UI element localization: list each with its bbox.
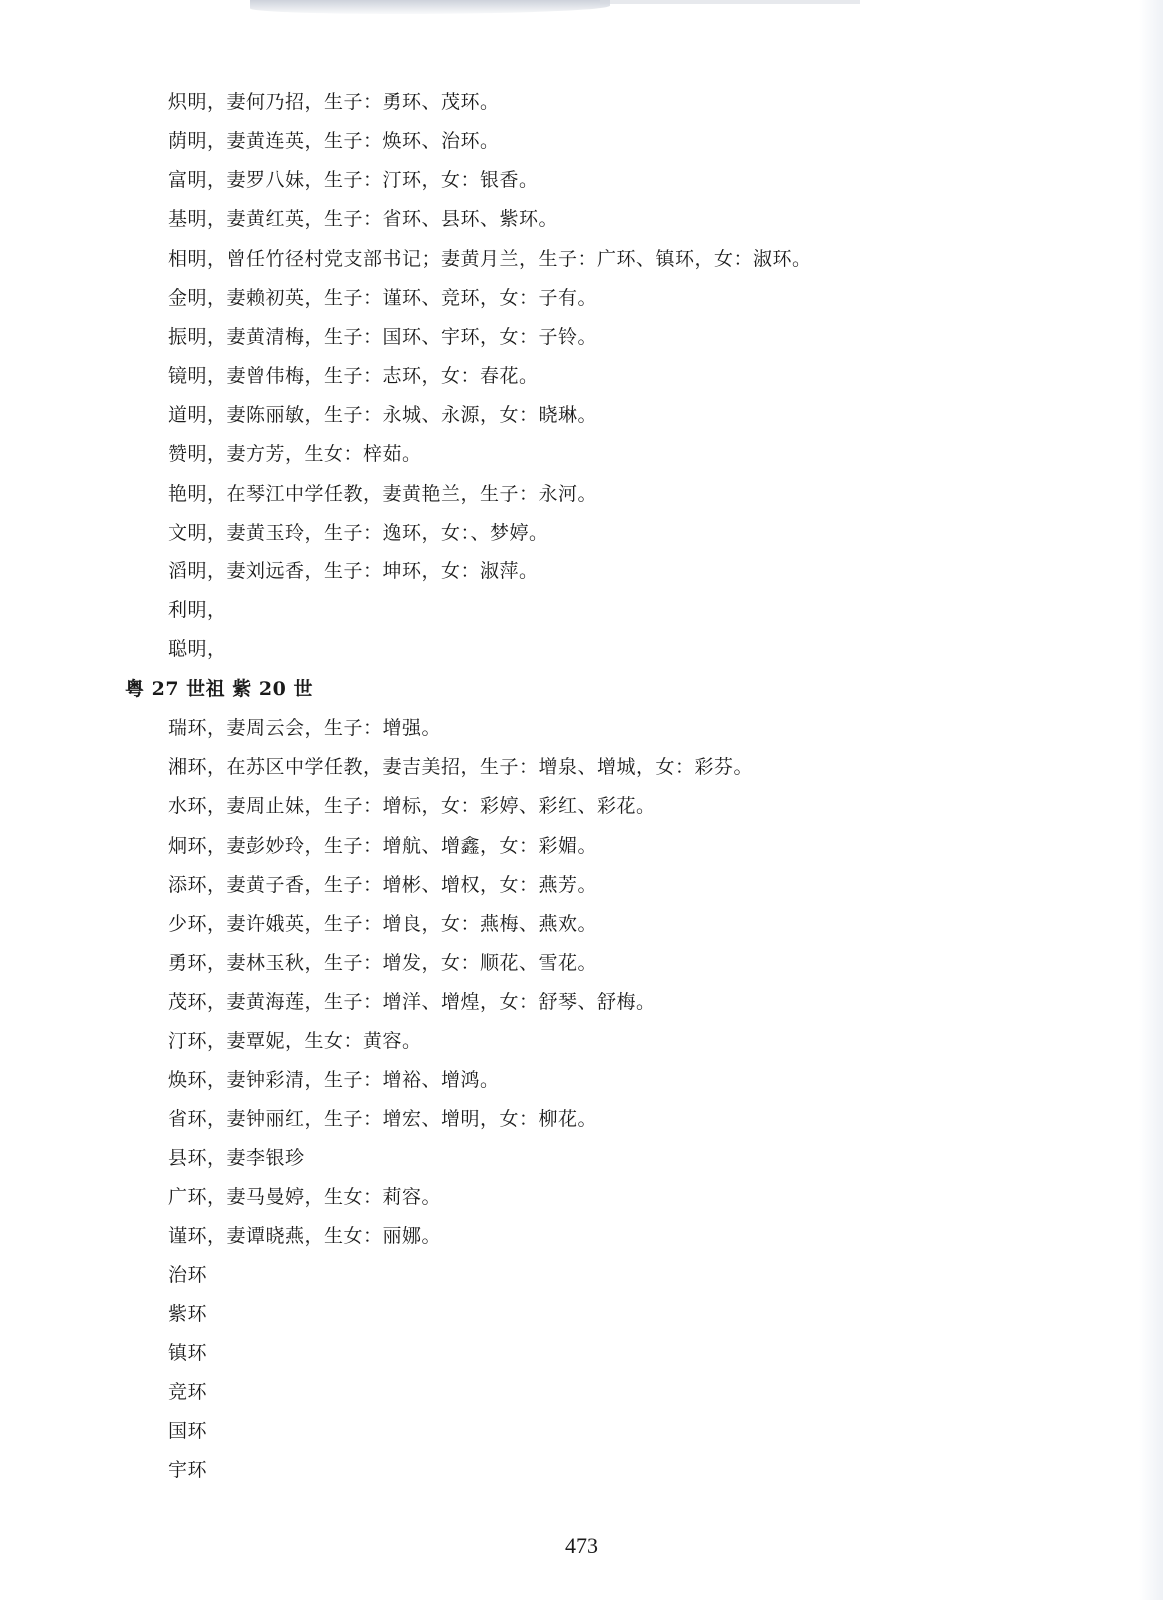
genealogy-entry: 汀环，妻覃妮，生女：黄容。 bbox=[168, 1030, 422, 1052]
genealogy-entry: 宇环 bbox=[168, 1459, 208, 1481]
genealogy-entry: 富明，妻罗八妹，生子：汀环，女：银香。 bbox=[168, 169, 539, 191]
genealogy-entry: 广环，妻马曼婷，生女：莉容。 bbox=[168, 1186, 442, 1208]
genealogy-entry: 荫明，妻黄连英，生子：焕环、治环。 bbox=[168, 130, 500, 152]
genealogy-entry: 治环 bbox=[168, 1264, 208, 1286]
genealogy-entry: 镇环 bbox=[168, 1342, 208, 1364]
genealogy-entry: 竞环 bbox=[168, 1381, 208, 1403]
genealogy-entry: 镜明，妻曾伟梅，生子：志环，女：春花。 bbox=[168, 365, 539, 387]
genealogy-entry: 湘环，在苏区中学任教，妻吉美招，生子：增泉、增城，女：彩芬。 bbox=[168, 756, 754, 778]
genealogy-entry: 水环，妻周止妹，生子：增标，女：彩婷、彩红、彩花。 bbox=[168, 795, 656, 817]
genealogy-entry: 县环，妻李银珍 bbox=[168, 1147, 305, 1169]
genealogy-entry: 利明， bbox=[168, 599, 227, 621]
generation-heading: 粤 27 世祖 紫 20 世 bbox=[125, 678, 313, 700]
genealogy-entry: 基明，妻黄红英，生子：省环、县环、紫环。 bbox=[168, 208, 559, 230]
genealogy-entry: 少环，妻许娥英，生子：增良，女：燕梅、燕欢。 bbox=[168, 913, 598, 935]
genealogy-entry: 省环，妻钟丽红，生子：增宏、增明，女：柳花。 bbox=[168, 1108, 598, 1130]
scan-shadow bbox=[250, 0, 610, 14]
genealogy-entry: 勇环，妻林玉秋，生子：增发，女：顺花、雪花。 bbox=[168, 952, 598, 974]
genealogy-entry: 滔明，妻刘远香，生子：坤环，女：淑萍。 bbox=[168, 560, 539, 582]
genealogy-entry: 振明，妻黄清梅，生子：国环、宇环，女：子铃。 bbox=[168, 326, 598, 348]
genealogy-entry: 谨环，妻谭晓燕，生女：丽娜。 bbox=[168, 1225, 442, 1247]
genealogy-entry: 艳明，在琴江中学任教，妻黄艳兰，生子：永河。 bbox=[168, 483, 598, 505]
genealogy-entry: 添环，妻黄子香，生子：增彬、增权，女：燕芳。 bbox=[168, 874, 598, 896]
genealogy-entry: 炯环，妻彭妙玲，生子：增航、增鑫，女：彩媚。 bbox=[168, 835, 598, 857]
genealogy-entry: 聪明， bbox=[168, 638, 227, 660]
genealogy-entry: 焕环，妻钟彩清，生子：增裕、增鸿。 bbox=[168, 1069, 500, 1091]
scan-shadow bbox=[600, 0, 860, 4]
genealogy-entry: 茂环，妻黄海莲，生子：增洋、增煌，女：舒琴、舒梅。 bbox=[168, 991, 656, 1013]
scan-edge bbox=[1139, 0, 1163, 1600]
genealogy-entry: 国环 bbox=[168, 1420, 208, 1442]
page-number: 473 bbox=[565, 1533, 598, 1558]
genealogy-entry: 相明，曾任竹径村党支部书记；妻黄月兰，生子：广环、镇环，女：淑环。 bbox=[168, 248, 812, 270]
genealogy-entry: 金明，妻赖初英，生子：谨环、竞环，女：子有。 bbox=[168, 287, 598, 309]
genealogy-entry: 文明，妻黄玉玲，生子：逸环，女：、梦婷。 bbox=[168, 522, 549, 544]
genealogy-entry: 紫环 bbox=[168, 1303, 208, 1325]
genealogy-entry: 炽明，妻何乃招，生子：勇环、茂环。 bbox=[168, 91, 500, 113]
genealogy-entry: 道明，妻陈丽敏，生子：永城、永源，女：晓琳。 bbox=[168, 404, 598, 426]
genealogy-entry: 瑞环，妻周云会，生子：增强。 bbox=[168, 717, 442, 739]
genealogy-entry: 赞明，妻方芳，生女：梓茹。 bbox=[168, 443, 422, 465]
